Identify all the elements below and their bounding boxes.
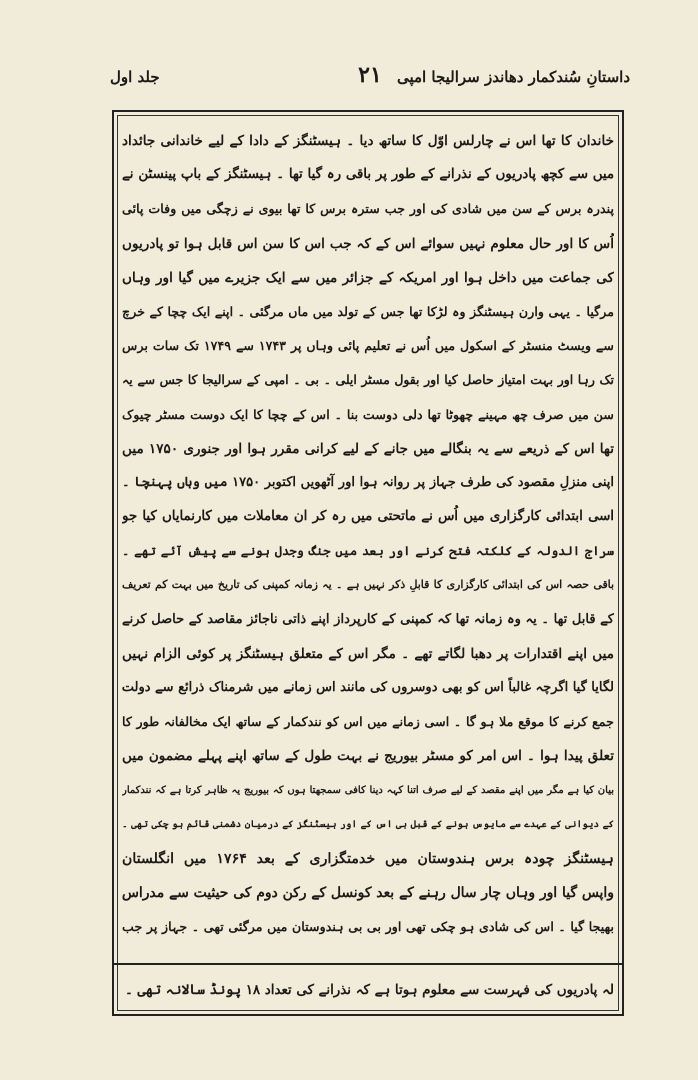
text-line: میں اپنے اقتدارات پر دھبا لگاتے تھے ۔ مگر اس کے متعلق ہیسٹنگز پر کوئی الزام نہیں (122, 645, 614, 662)
text-line: اپنی منزلِ مقصود کی طرف جہاز پر روانہ ہوا اور آٹھویں اکتوبر ۱۷۵۰ میں وہاں پہنچا ۔ (122, 474, 614, 490)
text-line: تھا اس کے ذریعے سے یہ بنگالے میں جانے کے لیے کرانی مقرر ہوا اور جنوری ۱۷۵۰ میں (122, 440, 614, 457)
text-line: مرگیا ۔ یہی وارن ہیسٹنگز وہ لڑکا تھا جس کے تولد میں ماں مرگئی ۔ اپنے ایک چچا کے خرچ (122, 303, 614, 319)
running-title: داستانِ سُندکمار دھاندز سرالیجا امپی (396, 68, 630, 86)
text-line: کے قابل تھا ۔ یہ وہ زمانہ تھا کہ کمپنی کے کارپرداز اپنے ذاتی ناجائز مقاصد کے حاصل کرنے (122, 611, 614, 627)
text-line: پندرہ برس کے سن میں شادی کی اور جب سترہ برس کا تھا بیوی نے زچگی میں وفات پائی (122, 201, 614, 217)
text-line: تک رہا اور بہت امتیاز حاصل کیا اور بقول مسٹر ایلی ۔ بی ۔ امپی کے سرالیجا کا جس سے یہ (122, 372, 614, 388)
text-line: لگایا گیا اگرچہ غالباً اس کو بھی دوسروں کی مانند اس زمانے میں شرمناک ذرائع سے دولت (122, 680, 614, 695)
text-line: جمع کرنے کا موقع ملا ہو گا ۔ اسی زمانے میں اس کو نندکمار کے ساتھ ایک مخالفانہ طور کا (122, 714, 614, 730)
volume-label: جلد اول (110, 68, 160, 86)
text-line: بھیجا گیا ۔ اس کی شادی ہو چکی تھی اور بی بی ہندوستان میں مرگئی تھی ۔ جہاز پر جب (122, 919, 614, 935)
body-text (122, 124, 614, 945)
text-line: کے دیوانی کے عہدے سے مایوس ہونے کے قبل ہی اس کے اور ہیسٹنگز کے درمیان دشمنی قائم ہو چکی تھی ۔ (122, 818, 614, 830)
text-line: میں سے کچھ پادریوں کے نذرانے کے طور پر باقی رہ گیا تھا ۔ ہیسٹنگز کے باپ پینسٹن نے (122, 167, 614, 183)
footnote-divider (114, 963, 622, 965)
text-line: واپس گیا اور وہاں چار سال رہنے کے بعد کونسل کے رکن دوم کی حیثیت سے مدراس (122, 885, 614, 902)
text-line: ہیسٹنگز چودہ برس ہندوستان میں خدمتگزاری کے بعد ۱۷۶۴ میں انگلستان (122, 850, 614, 867)
text-line: اسی ابتدائی کارگزاری میں اُس نے ماتحتی میں رہ کر ان معاملات میں کارنمایاں کیا جو (122, 509, 614, 525)
text-line: سن میں صرف چھ مہینے چھوٹا تھا دلی دوست بنا ۔ اس کے چچا کا ایک دوست مسٹر چیوک (122, 406, 614, 422)
text-line: اُس کا اور حال معلوم نہیں سوائے اس کے کہ جب اس کا سن اس قابل ہوا تو پادریوں (122, 235, 614, 252)
text-line: تعلق پیدا ہوا ۔ اس امر کو مسٹر بیوریج نے بہت طول کے ساتھ اپنے پہلے مضمون میں (122, 748, 614, 765)
text-line: باقی حصہ اس کی ابتدائی کارگزاری کا قابلِ ذکر نہیں ہے ۔ یہ زمانہ کمپنی کی تاریخ میں بہت کم تعریف (122, 578, 614, 592)
text-line: بیان کیا ہے مگر میں اپنے مقصد کے لیے صرف اتنا کہہ دینا کافی سمجھتا ہوں کہ بیوریج یہ ظاہر کرتا ہے کہ نندکمار (122, 784, 614, 796)
footnote: لہ پادریوں کی فہرست سے معلوم ہوتا ہے کہ نذرانے کی تعداد ۱۸ پونڈ سالانہ تھی ۔ (125, 982, 614, 998)
text-line: خاندان کا تھا اس نے چارلس اوّل کا ساتھ دیا ۔ ہیسٹنگز کے دادا کے لیے خاندانی جائداد (122, 133, 614, 149)
page-header (110, 60, 630, 96)
text-line: سراج الدولہ کے کلکتہ فتح کرنے اور بعد میں جنگ وجدل ہونے سے پیش آئے تھے ۔ (122, 543, 614, 559)
text-line: سے ویسٹ منسٹر کے اسکول میں اُس نے تعلیم پائی وہاں پر ۱۷۴۳ سے ۱۷۴۹ تک سات برس (122, 338, 614, 354)
text-line: کی جماعت میں داخل ہوا اور امریکہ کے جزائر میں سے ایک جزیرے میں گیا اور وہاں (122, 269, 614, 286)
page-number: ۲۱ (358, 62, 382, 88)
